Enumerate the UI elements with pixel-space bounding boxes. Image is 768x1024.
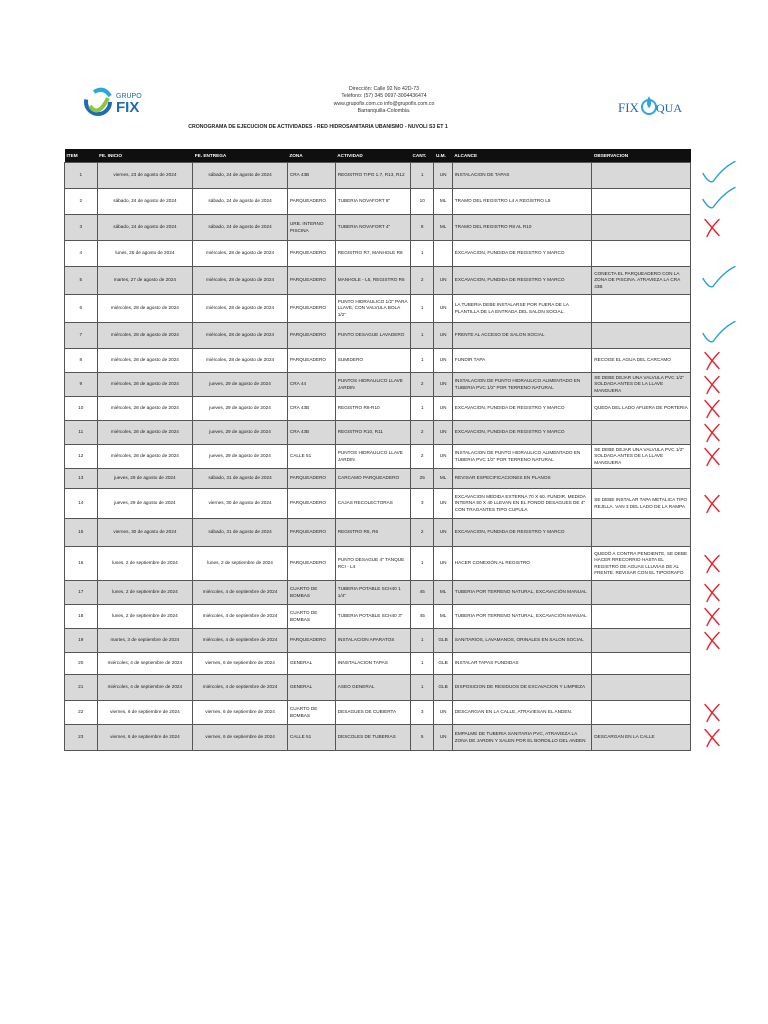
cell-fe-entrega: miércoles, 4 de septiembre de 2024 (193, 675, 288, 701)
cell-um: ML (434, 605, 452, 629)
table-row (65, 215, 691, 241)
cross-mark-icon (705, 705, 719, 722)
cell-item: 22 (65, 701, 98, 725)
company-contact-info (0, 86, 768, 116)
cell-fe-inicio: miércoles, 4 de septiembre de 2024 (97, 653, 193, 675)
cell-zona: PARQUEADERO (287, 547, 335, 581)
cell-fe-inicio: miércoles, 28 de agosto de 2024 (97, 445, 193, 469)
col-header-observacion: OBSERVACION (592, 149, 691, 163)
cell-observacion: SE DEBE INSTALAR TAPA METALICA TIPO REJILLA. VAN 3 DEL LADO DE LA RAMPA (592, 489, 691, 519)
cell-cant: 2 (411, 267, 434, 295)
cell-fe-entrega: miércoles, 28 de agosto de 2024 (193, 267, 288, 295)
cell-fe-entrega: miércoles, 4 de septiembre de 2024 (193, 605, 288, 629)
cell-alcance: DISPOSICION DE RESIDUOS DE EXCAVACION Y LIMPIEZA (452, 675, 591, 701)
cell-alcance: EXCAVACION, FUNDIDA DE REGISTRO Y MARCO (452, 267, 591, 295)
cell-actividad: TUBERIA POTABLE SCH40 1 1/4" (335, 581, 410, 605)
cell-um: UN (434, 323, 452, 349)
table-row (65, 373, 691, 397)
check-mark-icon (703, 267, 735, 287)
cell-actividad: REGISTRO R10, R11 (335, 421, 410, 445)
cell-item: 7 (65, 323, 98, 349)
cell-actividad: PUNTO DESAGUE LAVADERO (335, 323, 410, 349)
cell-alcance: EXCAVACION, FUNDIDA DE REGISTRO Y MARCO (452, 241, 591, 267)
col-header-actividad: ACTIVIDAD (335, 149, 410, 163)
cell-observacion: SE DEBE DEJAR UNA VALVULA PVC 1/2" SOLDADA ANTES DE LA LLAVE MANGUERA (592, 373, 691, 397)
cell-observacion (592, 215, 691, 241)
cell-fe-entrega: miércoles, 28 de agosto de 2024 (193, 349, 288, 373)
cell-zona: CUARTO DE BOMBAS (287, 581, 335, 605)
cell-zona: PARQUEADERO (287, 267, 335, 295)
cell-fe-inicio: lunes, 26 de agosto de 2024 (97, 241, 193, 267)
table-row (65, 397, 691, 421)
cell-zona: PARQUEADERO (287, 469, 335, 489)
cell-zona: CALLE 51 (287, 445, 335, 469)
cell-zona: PARQUEADERO (287, 349, 335, 373)
cell-um: UN (434, 295, 452, 323)
cell-observacion (592, 189, 691, 215)
cell-um: UN (434, 349, 452, 373)
cell-actividad: TUBERIA POTABLE SCH40 3" (335, 605, 410, 629)
cell-um: ML (434, 581, 452, 605)
cell-actividad: TUBERIA NOVAFORT 8" (335, 189, 410, 215)
cell-um: UN (434, 421, 452, 445)
cell-cant: 5 (411, 725, 434, 751)
cell-cant: 1 (411, 397, 434, 421)
cell-cant: 25 (411, 469, 434, 489)
cell-item: 10 (65, 397, 98, 421)
cross-mark-icon (705, 730, 719, 747)
cell-alcance: EXCAVACION, FUNDIDA DE REGISTRO Y MARCO (452, 397, 591, 421)
table-row (65, 581, 691, 605)
cell-zona: CALLE 51 (287, 725, 335, 751)
cross-mark-icon (705, 496, 719, 513)
cell-actividad: SUMIDERO (335, 349, 410, 373)
cell-alcance: INSTALACION DE PUNTO HIDRAULICO ALIMENTADO EN TUBERIA PVC 1/2" POR TERRENO NATURAL (452, 373, 591, 397)
cell-um: ML (434, 189, 452, 215)
cell-alcance: EXCAVACION, FUNDIDA DE REGISTRO Y MARCO (452, 421, 591, 445)
cell-zona: PARQUEADERO (287, 629, 335, 653)
cell-alcance: TRAMO DEL REGISTRO R8 AL R10 (452, 215, 591, 241)
table-row (65, 675, 691, 701)
cell-observacion (592, 163, 691, 189)
cell-observacion: CONECTA EL PARQUEADERO CON LA ZONA DE PISCINA. ATRAVIEZA LA CRA 43B (592, 267, 691, 295)
cell-fe-inicio: miércoles, 28 de agosto de 2024 (97, 397, 193, 421)
cross-mark-icon (705, 633, 719, 650)
cell-item: 19 (65, 629, 98, 653)
cell-fe-inicio: viernes, 23 de agosto de 2024 (97, 163, 193, 189)
cell-fe-entrega: jueves, 29 de agosto de 2024 (193, 421, 288, 445)
cell-cant: 2 (411, 519, 434, 547)
cell-alcance: LA TUBERIA DEBE INSTALARSE POR FUERA DE LA PLANTILLA DE LA ENTRADA DEL SALON SOCIAL. (452, 295, 591, 323)
city-line: Barranquilla-Colombia. (357, 108, 411, 115)
cell-actividad: CARCAMO PARQUEADERO (335, 469, 410, 489)
cell-item: 5 (65, 267, 98, 295)
cell-actividad: PUNTOS HIDRAULICO LLAVE JARDIN (335, 373, 410, 397)
cell-actividad: DESAGUES DE CUBIERTA (335, 701, 410, 725)
table-row (65, 469, 691, 489)
cell-actividad: MANHOLE - L5, REGISTRO R6 (335, 267, 410, 295)
cell-item: 12 (65, 445, 98, 469)
cell-cant: 1 (411, 675, 434, 701)
cell-observacion (592, 295, 691, 323)
cell-alcance: HACER CONEXIÓN AL REGISTRO (452, 547, 591, 581)
cell-fe-inicio: miércoles, 28 de agosto de 2024 (97, 349, 193, 373)
cell-item: 4 (65, 241, 98, 267)
cross-mark-icon (705, 449, 719, 466)
table-header-row (65, 149, 691, 163)
cell-item: 8 (65, 349, 98, 373)
cell-observacion: QUEDÓ A CONTRA PENDIENTE, SE DEBE HACER RRECORRIO HASTA EL REGISTRO DE AGUAS LLUVIAS DE AL FRENTE. REVISAR CON EL TIPOGRAFO (592, 547, 691, 581)
cell-zona: PARQUEADERO (287, 489, 335, 519)
cell-zona: CRA 43B (287, 397, 335, 421)
cell-alcance: DESCARGAN EN LA CALLE, ATRAVIESAN EL ANDEN. (452, 701, 591, 725)
table-row (65, 267, 691, 295)
cell-item: 20 (65, 653, 98, 675)
cell-item: 16 (65, 547, 98, 581)
cell-alcance: EXCAVACION MEDIDA EXTERNA 70 X 60. FUNDIR. MEDIDA INTERNA 50 X 40 LLEVAN EN EL FONDO DESAGUES DE 4" CON TRAGANTES TIPO CUPULA (452, 489, 591, 519)
cell-zona: PARQUEADERO (287, 241, 335, 267)
cell-observacion (592, 701, 691, 725)
cell-fe-inicio: miércoles, 28 de agosto de 2024 (97, 421, 193, 445)
table-row (65, 445, 691, 469)
cell-cant: 1 (411, 295, 434, 323)
document-title: CRONOGRAMA DE EJECUCION DE ACTIVIDADES - RED HIDROSANITARIA UBANISMO - NUVOLI S3 ET 1 (188, 124, 448, 130)
cell-fe-inicio: jueves, 29 de agosto de 2024 (97, 489, 193, 519)
col-header-um: U.M. (434, 149, 452, 163)
cell-item: 11 (65, 421, 98, 445)
cell-cant: 8 (411, 215, 434, 241)
cell-zona: URB. INTERNO PISCINA (287, 215, 335, 241)
cell-item: 13 (65, 469, 98, 489)
cell-fe-inicio: viernes, 30 de agosto de 2024 (97, 519, 193, 547)
cell-um: UN (434, 489, 452, 519)
cell-fe-entrega: viernes, 6 de septiembre de 2024 (193, 653, 288, 675)
cell-fe-inicio: miércoles, 28 de agosto de 2024 (97, 373, 193, 397)
logo-fix-text: FIX (116, 99, 140, 116)
cell-actividad: REGISTRO TIPO 1.7, R13, R12 (335, 163, 410, 189)
cell-fe-entrega: miércoles, 28 de agosto de 2024 (193, 241, 288, 267)
cell-alcance: TRAMO DEL REGISTRO L4 A REGISTRO L5 (452, 189, 591, 215)
cell-observacion (592, 581, 691, 605)
cross-mark-icon (705, 425, 719, 442)
cell-um: UN (434, 373, 452, 397)
cell-fe-inicio: viernes, 6 de septiembre de 2024 (97, 701, 193, 725)
cross-mark-icon (705, 353, 719, 370)
cell-actividad: DESCOLES DE TUBERIAS (335, 725, 410, 751)
table-row (65, 605, 691, 629)
table-row (65, 701, 691, 725)
col-header-fe-inicio: FE. INICIO (97, 149, 193, 163)
cross-mark-icon (705, 377, 719, 394)
table-row (65, 653, 691, 675)
table-row (65, 629, 691, 653)
cell-item: 1 (65, 163, 98, 189)
cell-zona: GENERAL (287, 675, 335, 701)
cell-observacion: RECOGE EL AGUA DEL CARCAMO (592, 349, 691, 373)
cell-actividad: TUBERIA NOVAFORT 4" (335, 215, 410, 241)
cell-um: UN (434, 267, 452, 295)
cell-fe-inicio: miércoles, 4 de septiembre de 2024 (97, 675, 193, 701)
cell-item: 15 (65, 519, 98, 547)
cell-cant: 45 (411, 581, 434, 605)
table-row (65, 189, 691, 215)
check-mark-icon (703, 188, 735, 208)
cell-um: UN (434, 547, 452, 581)
cell-cant: 3 (411, 701, 434, 725)
check-mark-icon (703, 162, 735, 182)
table-row (65, 349, 691, 373)
cell-cant: 1 (411, 349, 434, 373)
col-header-zona: ZONA (287, 149, 335, 163)
cell-fe-inicio: viernes, 6 de septiembre de 2024 (97, 725, 193, 751)
cell-um (434, 241, 452, 267)
cell-observacion (592, 629, 691, 653)
cell-actividad: REGISTRO R7, MANHOLE R8 (335, 241, 410, 267)
cell-alcance: SANITARIOS, LAVAMANOS, ORINALES EN SALON SOCIAL (452, 629, 591, 653)
cell-um: GLB (434, 629, 452, 653)
table-row (65, 323, 691, 349)
cell-actividad: PUNTO DESAGUE 4" TANQUE RCI - L4 (335, 547, 410, 581)
cell-fe-entrega: viernes, 6 de septiembre de 2024 (193, 725, 288, 751)
cell-cant: 1 (411, 629, 434, 653)
cell-fe-inicio: sábado, 24 de agosto de 2024 (97, 215, 193, 241)
cell-fe-entrega: lunes, 2 de septiembre de 2024 (193, 547, 288, 581)
cell-zona: GENERAL (287, 653, 335, 675)
cell-alcance: REVISAR ESPECIFICACIONES EN PLANOS (452, 469, 591, 489)
cell-observacion: DESCARGAN EN LA CALLE (592, 725, 691, 751)
schedule-table (64, 149, 691, 751)
cell-item: 21 (65, 675, 98, 701)
cell-cant: 10 (411, 189, 434, 215)
col-header-fe-entrega: FE. ENTREGA (193, 149, 288, 163)
cell-cant: 2 (411, 421, 434, 445)
cell-fe-entrega: sábado, 31 de agosto de 2024 (193, 519, 288, 547)
cell-cant: 2 (411, 373, 434, 397)
cell-fe-entrega: sábado, 31 de agosto de 2024 (193, 469, 288, 489)
cell-actividad: ASEO GENERAL (335, 675, 410, 701)
table-row (65, 295, 691, 323)
cell-item: 2 (65, 189, 98, 215)
cell-fe-entrega: jueves, 29 de agosto de 2024 (193, 445, 288, 469)
cell-um: ML (434, 469, 452, 489)
cell-zona: CUARTO DE BOMBAS (287, 701, 335, 725)
cross-mark-icon (705, 585, 719, 602)
cell-alcance: EXCAVACION, FUNDIDA DE REGISTRO Y MARCO (452, 519, 591, 547)
cell-observacion: QUEDA DEL LADO AFUERA DE PORTERIA (592, 397, 691, 421)
cell-fe-entrega: sábado, 24 de agosto de 2024 (193, 189, 288, 215)
cell-actividad: INNSTALACION TAPAS (335, 653, 410, 675)
cell-fe-entrega: jueves, 29 de agosto de 2024 (193, 397, 288, 421)
table-row (65, 547, 691, 581)
logo-grupo-text: GRUPO (116, 93, 142, 100)
cell-item: 9 (65, 373, 98, 397)
cell-item: 18 (65, 605, 98, 629)
cell-fe-inicio: sábado, 24 de agosto de 2024 (97, 189, 193, 215)
cell-zona: PARQUEADERO (287, 519, 335, 547)
cell-um: GLB (434, 675, 452, 701)
cell-fe-entrega: jueves, 29 de agosto de 2024 (193, 373, 288, 397)
cross-mark-icon (705, 609, 719, 626)
cell-zona: PARQUEADERO (287, 189, 335, 215)
cell-fe-entrega: viernes, 30 de agosto de 2024 (193, 489, 288, 519)
cell-actividad: CAJAS RECOLECTORAS (335, 489, 410, 519)
cell-actividad: REGISTRO R5, R6 (335, 519, 410, 547)
cell-observacion (592, 653, 691, 675)
cell-alcance: INSTALACION DE PUNTO HIDRAULICO ALIMENTADO EN TUBERIA PVC 1/2" POR TERRENO NATURAL (452, 445, 591, 469)
cell-cant: 1 (411, 547, 434, 581)
cell-alcance: EMPALME DE TUBERIA SANITARIA PVC, ATRAVIEZA LA ZONA DE JARDIN Y SALEN POR EL BORDILLO DEL ANDEN (452, 725, 591, 751)
cell-zona: CRA 43B (287, 163, 335, 189)
cell-fe-inicio: jueves, 29 de agosto de 2024 (97, 469, 193, 489)
cell-fe-entrega: miércoles, 28 de agosto de 2024 (193, 295, 288, 323)
cell-fe-entrega: sábado, 24 de agosto de 2024 (193, 215, 288, 241)
cell-zona: CRA 44 (287, 373, 335, 397)
table-row (65, 725, 691, 751)
check-mark-icon (703, 322, 735, 342)
cell-um: GLB (434, 653, 452, 675)
cell-observacion (592, 241, 691, 267)
cell-cant: 45 (411, 605, 434, 629)
cell-cant: 1 (411, 241, 434, 267)
cell-alcance: FRENTE AL ACCESO DE SALON SOCIAL (452, 323, 591, 349)
cell-um: UN (434, 519, 452, 547)
cross-mark-icon (705, 556, 719, 573)
cell-um: UN (434, 701, 452, 725)
cell-alcance: TUBERIA POR TERRENO NATURAL, EXCAVACIÓN MANUAL (452, 581, 591, 605)
cell-cant: 2 (411, 445, 434, 469)
cell-observacion (592, 675, 691, 701)
web-email-line: www.grupofix.com.co info@grupofix.com.co (333, 100, 435, 107)
cell-um: UN (434, 445, 452, 469)
cell-cant: 1 (411, 323, 434, 349)
cell-alcance: INSTALACION DE TAPAS (452, 163, 591, 189)
cell-fe-inicio: miércoles, 28 de agosto de 2024 (97, 323, 193, 349)
phone-line: Teléfono: (57) 345 0697-3004436474 (341, 93, 427, 100)
cell-cant: 1 (411, 653, 434, 675)
cell-um: ML (434, 215, 452, 241)
cell-zona: CRA 43B (287, 421, 335, 445)
cell-fe-entrega: miércoles, 4 de septiembre de 2024 (193, 581, 288, 605)
cell-item: 23 (65, 725, 98, 751)
cell-zona: PARQUEADERO (287, 295, 335, 323)
cell-observacion (592, 519, 691, 547)
cell-um: UN (434, 163, 452, 189)
cell-actividad: INSTALACION APARATOS (335, 629, 410, 653)
table-row (65, 421, 691, 445)
table-row (65, 163, 691, 189)
cell-fe-inicio: lunes, 2 de septiembre de 2024 (97, 547, 193, 581)
col-header-item: ITEM (65, 149, 98, 163)
logo-fix-text-right: FIX (618, 100, 639, 115)
cell-observacion (592, 605, 691, 629)
cell-fe-inicio: lunes, 2 de septiembre de 2024 (97, 605, 193, 629)
cell-observacion (592, 469, 691, 489)
cell-observacion: SE DEBE DEJAR UNA VALVULA PVC 1/2" SOLDADA ANTES DE LA LLAVE MANGUERA (592, 445, 691, 469)
address-line: Dirección: Calle 92 No 42D-73 (348, 86, 420, 92)
cell-alcance: TUBERIA POR TERRENO NATURAL, EXCAVACIÓN MANUAL (452, 605, 591, 629)
cell-zona: PARQUEADERO (287, 323, 335, 349)
cross-mark-icon (705, 401, 719, 418)
cell-item: 3 (65, 215, 98, 241)
cell-fe-inicio: miércoles, 28 de agosto de 2024 (97, 295, 193, 323)
cell-alcance: FUNDIR TAPA (452, 349, 591, 373)
cell-zona: CUARTO DE BOMBAS (287, 605, 335, 629)
cross-mark-icon (705, 220, 719, 237)
cell-observacion (592, 421, 691, 445)
cell-alcance: INSTALAR TAPAS FUNDIDAS (452, 653, 591, 675)
table-row (65, 519, 691, 547)
table-row (65, 241, 691, 267)
cell-item: 6 (65, 295, 98, 323)
cell-um: UN (434, 725, 452, 751)
table-body (65, 163, 691, 751)
cell-cant: 1 (411, 163, 434, 189)
cell-fe-inicio: martes, 3 de septiembre de 2024 (97, 629, 193, 653)
cell-item: 14 (65, 489, 98, 519)
cell-fe-inicio: lunes, 2 de septiembre de 2024 (97, 581, 193, 605)
cell-fe-entrega: viernes, 6 de septiembre de 2024 (193, 701, 288, 725)
cell-actividad: PUNTOS HIDRAULICO LLAVE JARDIN (335, 445, 410, 469)
col-header-alcance: ALCANCE (452, 149, 591, 163)
cell-item: 17 (65, 581, 98, 605)
cell-actividad: PUNTO HIDRAULICO 1/2" PARA LLAVE, CON VALVULA BOLA 1/2" (335, 295, 410, 323)
table-row (65, 489, 691, 519)
cell-fe-entrega: miércoles, 28 de agosto de 2024 (193, 323, 288, 349)
cell-fe-inicio: martes, 27 de agosto de 2024 (97, 267, 193, 295)
cell-observacion (592, 323, 691, 349)
cell-um: UN (434, 397, 452, 421)
col-header-cant: CANT. (411, 149, 434, 163)
cell-actividad: REGISTRO R8-R10 (335, 397, 410, 421)
cell-fe-entrega: sábado, 24 de agosto de 2024 (193, 163, 288, 189)
logo-qua-text: QUA (656, 101, 682, 115)
cell-fe-entrega: miércoles, 4 de septiembre de 2024 (193, 629, 288, 653)
cell-cant: 3 (411, 489, 434, 519)
